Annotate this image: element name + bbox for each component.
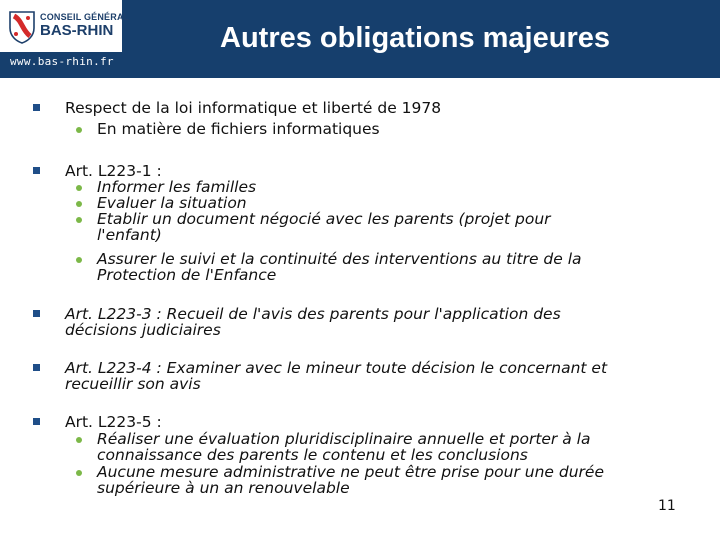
bullet-text: décisions judiciaires (65, 321, 221, 339)
sub-bullet-text: Etablir un document négocié avec les parents (projet pour (97, 210, 551, 228)
page-number: 11 (658, 498, 676, 514)
sub-bullet-text: connaissance des parents le contenu et les conclusions (97, 446, 528, 464)
slide-title: Autres obligations majeures (220, 22, 610, 54)
square-bullet-icon (33, 418, 40, 425)
sub-bullet-text: Assurer le suivi et la continuité des interventions au titre de la (97, 250, 582, 268)
round-bullet-icon (76, 185, 82, 191)
round-bullet-icon (76, 257, 82, 263)
logo-line2: BAS-RHIN (40, 22, 114, 39)
sub-bullet-text: Evaluer la situation (97, 194, 247, 212)
website-text: www.bas-rhin.fr (10, 55, 114, 68)
sub-bullet-text: Informer les familles (97, 178, 257, 196)
logo-line1: CONSEIL GÉNÉRAL (40, 12, 130, 22)
round-bullet-icon (76, 470, 82, 476)
sub-bullet-text: supérieure à un an renouvelable (97, 479, 350, 497)
round-bullet-icon (76, 437, 82, 443)
round-bullet-icon (76, 217, 82, 223)
bullet-text: Art. L223-1 : (65, 162, 162, 180)
square-bullet-icon (33, 310, 40, 317)
sub-bullet-text: Aucune mesure administrative ne peut être prise pour une durée (97, 463, 605, 481)
sub-bullet-text: En matière de fichiers informatiques (97, 120, 380, 138)
square-bullet-icon (33, 167, 40, 174)
bullet-text: Respect de la loi informatique et liberté de 1978 (65, 99, 442, 117)
sub-bullet-text: Réaliser une évaluation pluridisciplinaire annuelle et porter à la (97, 430, 591, 448)
bullet-text: Art. L223-3 : Recueil de l'avis des parents pour l'application des (65, 305, 561, 323)
bullet-text: recueillir son avis (65, 375, 201, 393)
square-bullet-icon (33, 364, 40, 371)
round-bullet-icon (76, 201, 82, 207)
square-bullet-icon (33, 104, 40, 111)
bullet-text: Art. L223-4 : Examiner avec le mineur toute décision le concernant et (65, 359, 608, 377)
round-bullet-icon (76, 127, 82, 133)
bullet-text: Art. L223-5 : (65, 413, 162, 431)
sub-bullet-text: l'enfant) (97, 226, 162, 244)
sub-bullet-text: Protection de l'Enfance (97, 266, 277, 284)
